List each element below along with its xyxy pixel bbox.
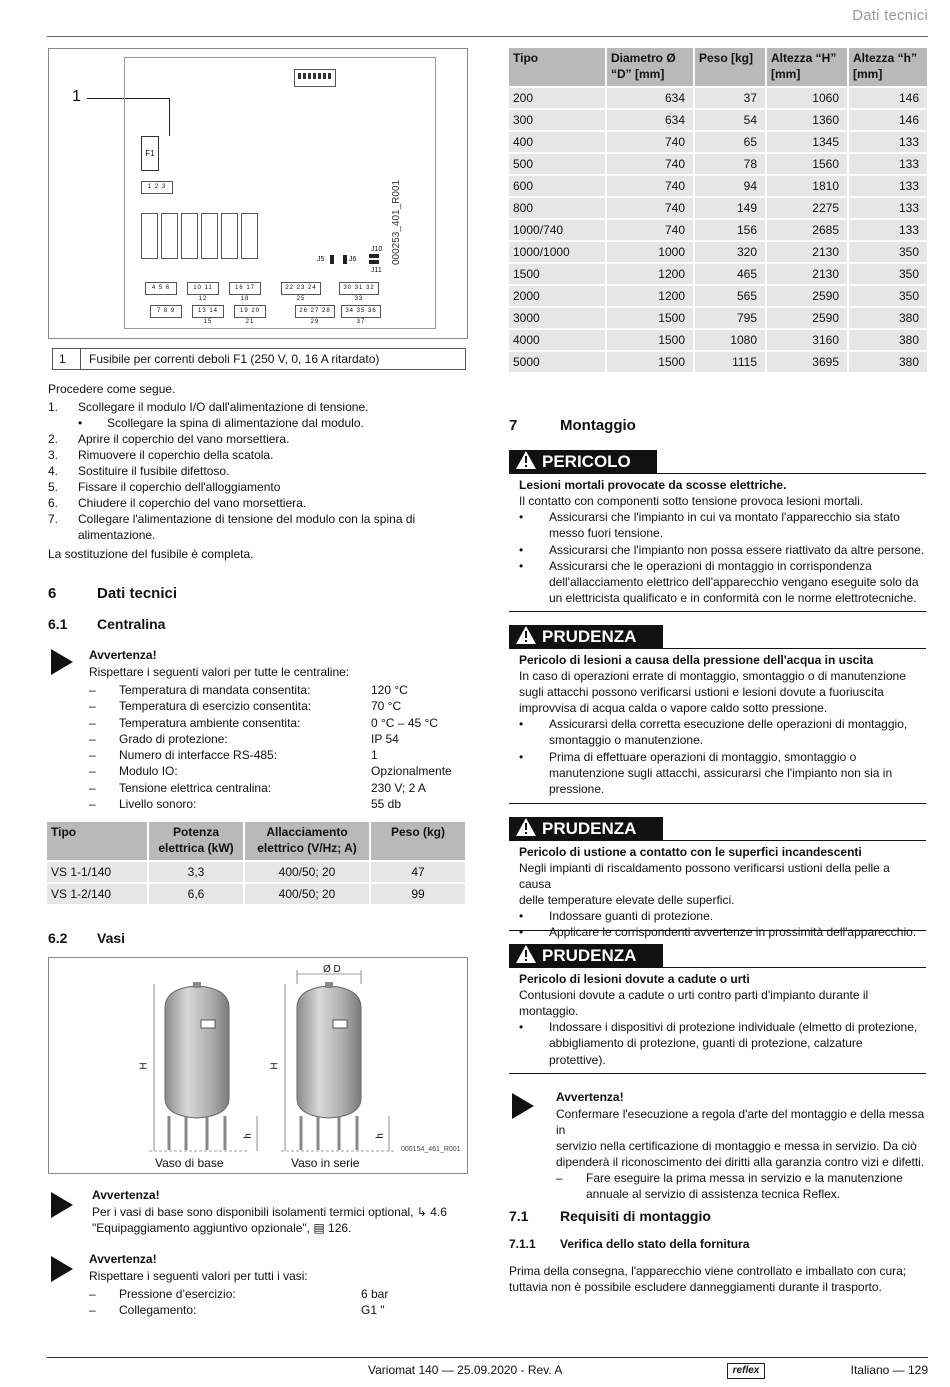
table-cell: 133 — [849, 198, 927, 218]
label-j6: J6 — [349, 256, 357, 263]
table-cell: 2590 — [767, 286, 847, 306]
step-number: 1. — [48, 400, 59, 414]
table-cell: 1345 — [767, 132, 847, 152]
warning-top-rule — [657, 648, 926, 649]
warning-top-rule — [657, 840, 926, 841]
table-row — [509, 352, 927, 372]
table-row — [509, 220, 927, 240]
table-cell: 1200 — [607, 264, 693, 284]
th-peso: Peso [kg] — [695, 48, 765, 86]
table-cell: 800 — [509, 198, 605, 218]
terminal-13-15: 13 14 15 — [192, 305, 224, 318]
table-row — [509, 242, 927, 262]
table-cell: 146 — [849, 110, 927, 130]
table-cell: 1500 — [607, 352, 693, 372]
warning-text: Il contatto con componenti sotto tensione provoca lesioni mortali. — [519, 494, 864, 508]
table-cell: 1360 — [767, 110, 847, 130]
table-cell: 2590 — [767, 308, 847, 328]
section-7-1-number: 7.1 — [509, 1208, 529, 1224]
warning-bullet: • Indossare guanti di protezione. — [519, 909, 714, 923]
terminal-34-37: 34 35 36 37 — [341, 305, 381, 318]
table-cell: 156 — [695, 220, 765, 240]
section-6-title: Dati tecnici — [97, 585, 178, 602]
table-cell: 133 — [849, 132, 927, 152]
table-cell: 1060 — [767, 88, 847, 108]
caption-series-vessel: Vaso in serie — [291, 1156, 360, 1170]
table-cell: 2685 — [767, 220, 847, 240]
table-cell: 133 — [849, 176, 927, 196]
note-arrow-icon — [51, 649, 73, 675]
section-6-2-number: 6.2 — [48, 930, 68, 946]
label-j11: J11 — [371, 267, 382, 274]
table-cell: 500 — [509, 154, 605, 174]
warning-label — [509, 817, 663, 841]
table-row: VS 1-2/140 6,6 400/50; 20 99 — [47, 884, 465, 904]
terminal-22-25: 22 23 24 25 — [281, 282, 321, 295]
table-cell: 200 — [509, 88, 605, 108]
note-arrow-icon — [51, 1192, 73, 1218]
dim-height-1: H — [138, 1062, 150, 1070]
warning-bullet: • Prima di effettuare operazioni di montaggio, smontaggio o — [519, 749, 857, 764]
table-row — [509, 308, 927, 328]
table-cell: 634 — [607, 110, 693, 130]
warning-label — [509, 625, 663, 649]
warning-bottom-rule — [509, 611, 926, 612]
table-row — [509, 132, 927, 152]
table-cell: 320 — [695, 242, 765, 262]
table-cell: 350 — [849, 286, 927, 306]
dim-height-2: H — [269, 1062, 281, 1070]
step-number: 7. — [48, 512, 59, 526]
table-cell: 380 — [849, 330, 927, 350]
terminal-30-33: 30 31 32 33 — [339, 282, 379, 295]
dip-switch — [294, 69, 336, 87]
warning-label — [509, 450, 657, 474]
warning-label — [509, 944, 663, 968]
warning-title: Pericolo di ustione a contatto con le superfici incandescenti — [519, 845, 862, 859]
table-cell: 5000 — [509, 352, 605, 372]
vessel-drawing — [49, 958, 467, 1173]
warning-title: Pericolo di lesioni dovute a cadute o urti — [519, 972, 750, 986]
th-tipo: Tipo — [47, 822, 147, 860]
table-cell: 146 — [849, 88, 927, 108]
jumper-j5 — [330, 255, 334, 264]
section-7-1-title: Requisiti di montaggio — [560, 1208, 711, 1224]
table-cell: 149 — [695, 198, 765, 218]
terminal-19-21: 19 20 21 — [234, 305, 266, 318]
procedure-steps — [48, 399, 468, 543]
table-cell: 795 — [695, 308, 765, 328]
relay-4 — [201, 213, 218, 259]
table-cell: 1200 — [607, 286, 693, 306]
table-cell: 94 — [695, 176, 765, 196]
caption-base-vessel: Vaso di base — [155, 1156, 224, 1170]
step-text: Aprire il coperchio del vano morsettiera. — [78, 432, 290, 446]
warning-bottom-rule — [509, 1073, 926, 1074]
note-arrow-icon — [51, 1256, 73, 1282]
table-cell: 465 — [695, 264, 765, 284]
section-7-number: 7 — [509, 417, 518, 434]
terminal-1-3: 1 2 3 — [141, 181, 173, 194]
vessel-table-body — [509, 88, 927, 372]
label-j10: J10 — [371, 246, 383, 253]
dim-small-h-1: h — [242, 1133, 254, 1139]
warning-bottom-rule — [509, 930, 926, 931]
th-allacciamento: Allacciamento elettrico (V/Hz; A) — [245, 822, 369, 860]
warning-triangle-icon — [515, 944, 537, 964]
table-cell: 2130 — [767, 242, 847, 262]
callout-number: 1 — [72, 88, 81, 105]
table-cell: 1500 — [607, 330, 693, 350]
relay-5 — [221, 213, 238, 259]
warning-body — [519, 971, 919, 1068]
step-bullet: • — [78, 416, 83, 430]
step-text: Chiudere il coperchio del vano morsettiera. — [78, 496, 307, 510]
step-text: alimentazione. — [78, 528, 156, 542]
jumper-j11 — [369, 260, 379, 264]
section-7-1-1-number: 7.1.1 — [509, 1237, 536, 1251]
note2-line2: "Equipaggiamento aggiuntivo opzionale", ▤ 126. — [92, 1221, 352, 1235]
note3-title: Avvertenza! — [89, 1252, 157, 1266]
table-cell: 78 — [695, 154, 765, 174]
warning-title: Lesioni mortali provocate da scosse elettriche. — [519, 478, 787, 492]
warning-triangle-icon — [515, 817, 537, 837]
table-row — [509, 88, 927, 108]
step-text: Scollegare la spina di alimentazione dal modulo. — [107, 416, 364, 430]
step-number: 5. — [48, 480, 59, 494]
step-number: 4. — [48, 464, 59, 478]
section-6-2-title: Vasi — [97, 930, 126, 946]
warning-text: Contusioni dovute a cadute o urti contro parti d'impianto durante il — [519, 988, 869, 1002]
note3-text: Rispettare i seguenti valori per tutti i vasi: — [89, 1269, 308, 1283]
relay-3 — [181, 213, 198, 259]
table-cell: 740 — [607, 176, 693, 196]
terminal-4-6: 4 5 6 — [145, 282, 177, 295]
table-cell: 1500 — [509, 264, 605, 284]
warning-label-text: PERICOLO — [542, 452, 631, 471]
warning-text: sugli attacchi possono verificarsi ustioni e lesioni dovute a fuoriuscita — [519, 685, 884, 699]
warning-bullet: manutenzione sugli attacchi, assicurarsi che l'impianto non sia in — [549, 765, 893, 780]
reflex-logo: reflex — [727, 1363, 765, 1379]
table-cell: 65 — [695, 132, 765, 152]
table-cell: 1000 — [607, 242, 693, 262]
table-cell: 3160 — [767, 330, 847, 350]
table-cell: 300 — [509, 110, 605, 130]
warning-bullet: • Indossare i dispositivi di protezione individuale (elmetto di protezione, — [519, 1020, 918, 1034]
table-cell: 133 — [849, 220, 927, 240]
section-6-number: 6 — [48, 585, 57, 602]
table-cell: 350 — [849, 242, 927, 262]
table-cell: 634 — [607, 88, 693, 108]
table-cell: 54 — [695, 110, 765, 130]
figure-ref: 000253_401_R001 — [391, 179, 402, 265]
warning-title: Pericolo di lesioni a causa della pressione dell'acqua in uscita — [519, 653, 874, 667]
warning-bullet: un elettricista qualificato e in conformità con le norme elettrotecniche. — [549, 591, 917, 606]
note2-title: Avvertenza! — [92, 1188, 160, 1202]
warning-body — [519, 844, 919, 941]
warning-bullet: • Assicurarsi che l'impianto in cui va montato l'apparecchio sia stato — [519, 510, 900, 524]
warning-bullet: abbigliamento di protezione, guanti di protezione, calzature — [549, 1036, 863, 1051]
warning-triangle-icon — [515, 625, 537, 645]
table-cell: 740 — [607, 132, 693, 152]
warning-bullet: • Assicurarsi che l'impianto non possa essere riattivato da altre persone. — [519, 542, 925, 557]
table-cell: 133 — [849, 154, 927, 174]
table-cell: 740 — [607, 220, 693, 240]
table-cell: 740 — [607, 198, 693, 218]
table-row: VS 1-1/140 3,3 400/50; 20 47 — [47, 862, 465, 882]
table-cell: 1560 — [767, 154, 847, 174]
table-row — [509, 198, 927, 218]
footer-page: Italiano — 129 — [850, 1363, 928, 1377]
note4-body: Confermare l'esecuzione a regola d'arte del montaggio e della messa in servizio nella certificazione di montaggio e messa in servizio. Da ciò dipenderà il riconoscimento dei diritti alla garanzia contro vizi e difetti. – Fare eseguire la prima messa in servizio e la manutenzione annuale al servizio di assistenza tecnica Reflex. — [556, 1107, 925, 1201]
warning-bullet: • Assicurarsi della corretta esecuzione delle operazioni di montaggio, — [519, 717, 908, 731]
note4-title: Avvertenza! — [556, 1090, 624, 1104]
section-6-1-number: 6.1 — [48, 616, 68, 632]
fuse-f1: F1 — [141, 136, 159, 171]
warning-top-rule — [651, 473, 926, 474]
footer-rule — [47, 1357, 928, 1358]
header-rule — [47, 36, 928, 37]
warning-bullet: dell'allacciamento elettrico dell'apparecchio vengano eseguite solo da — [549, 575, 919, 590]
table-row — [509, 286, 927, 306]
table-cell: 380 — [849, 352, 927, 372]
step-text: Scollegare il modulo I/O dall'alimentazione di tensione. — [78, 400, 369, 414]
vessel-table — [507, 46, 929, 374]
spec-list: – Temperatura di mandata consentita: 120 °C – Temperatura di esercizio consentita: 70 °C – Temperatura ambiente consentita: 0 °C – 45 °C – Grado di protezione: IP 54 – Numero di interfacce RS-485: 1 – Modulo IO: Opzionalmente – Tensione elettrica centralina: 230 V; 2 A – Livello sonoro: 55 db — [89, 683, 452, 812]
legend-text: Fusibile per correnti deboli F1 (250 V, 0, 16 A ritardato) — [89, 352, 380, 366]
warning-text: montaggio. — [519, 1004, 579, 1018]
table-cell: 380 — [849, 308, 927, 328]
warning-bullet: pressione. — [549, 782, 605, 797]
procedure-done: La sostituzione del fusibile è completa. — [48, 547, 254, 561]
pcb-figure — [48, 48, 468, 339]
vessel-spec-list: – Pressione d’esercizio: 6 bar – Collegamento: G1 " — [89, 1287, 389, 1317]
table-cell: 1000/740 — [509, 220, 605, 240]
warning-text: Negli impianti di riscaldamento possono verificarsi ustioni della pelle a causa — [519, 861, 890, 891]
th-tipo: Tipo — [509, 48, 605, 86]
note2-line1: Per i vasi di base sono disponibili isolamenti termici optional, ↳ 4.6 — [92, 1205, 447, 1219]
table-cell: 400 — [509, 132, 605, 152]
warning-bullet: messo fuori tensione. — [549, 526, 664, 541]
th-potenza: Potenza elettrica (kW) — [149, 822, 243, 860]
th-diametro: Diametro Ø “D” [mm] — [607, 48, 693, 86]
vessel-figure — [48, 957, 468, 1174]
table-cell: 740 — [607, 154, 693, 174]
table-cell: 600 — [509, 176, 605, 196]
warning-body — [519, 477, 925, 607]
final-text: Prima della consegna, l'apparecchio viene controllato e imballato con cura; tuttavia non è possibile escludere danneggiamenti durante il trasporto. — [509, 1264, 907, 1294]
table-cell: 1000/1000 — [509, 242, 605, 262]
terminal-10-12: 10 11 12 — [187, 282, 219, 295]
figure2-ref: 000154_461_R001 — [401, 1146, 461, 1153]
table-row — [509, 154, 927, 174]
note-arrow-icon — [512, 1093, 534, 1119]
warning-label-text: PRUDENZA — [542, 819, 637, 838]
table-cell: 2130 — [767, 264, 847, 284]
warning-body — [519, 652, 919, 797]
warning-bottom-rule — [509, 803, 926, 804]
section-6-1-title: Centralina — [97, 616, 166, 632]
step-number: 2. — [48, 432, 59, 446]
warning-label-text: PRUDENZA — [542, 946, 637, 965]
th-altezza-h: Altezza “h” [mm] — [849, 48, 927, 86]
jumper-j10 — [369, 254, 379, 258]
warning-bullet: protettive). — [549, 1052, 606, 1067]
table-cell: 1115 — [695, 352, 765, 372]
warning-bullet: • Assicurarsi che le operazioni di montaggio in corrispondenza — [519, 558, 872, 573]
step-text: Collegare l'alimentazione di tensione del modulo con la spina di — [78, 512, 416, 526]
note1-text: Rispettare i seguenti valori per tutte le centraline: — [89, 665, 350, 679]
table-cell: 350 — [849, 264, 927, 284]
step-text: Rimuovere il coperchio della scatola. — [78, 448, 274, 462]
figure-legend — [52, 348, 466, 370]
table-cell: 37 — [695, 88, 765, 108]
warning-triangle-icon — [515, 450, 537, 470]
label-j5: J5 — [317, 256, 325, 263]
table-cell: 1500 — [607, 308, 693, 328]
terminal-26-29: 26 27 28 29 — [295, 305, 335, 318]
warning-text: improvvisa di acqua calda o vapore caldo sotto pressione. — [519, 701, 828, 715]
legend-number: 1 — [53, 349, 81, 369]
step-text: Sostituire il fusibile difettoso. — [78, 464, 230, 478]
table-cell: 4000 — [509, 330, 605, 350]
dim-diameter: Ø D — [323, 964, 341, 975]
table-row — [509, 176, 927, 196]
warning-bullet: smontaggio o manutenzione. — [549, 733, 704, 748]
relay-1 — [141, 213, 158, 259]
table-row — [509, 264, 927, 284]
warning-label-text: PRUDENZA — [542, 627, 637, 646]
warning-text: In caso di operazioni errate di montaggio, smontaggio o di manutenzione — [519, 669, 906, 683]
relay-6 — [241, 213, 258, 259]
terminal-7-9: 7 8 9 — [150, 305, 182, 318]
step-number: 3. — [48, 448, 59, 462]
table-cell: 2275 — [767, 198, 847, 218]
table-cell: 2000 — [509, 286, 605, 306]
warning-text: delle temperature elevate delle superfici. — [519, 893, 735, 907]
th-peso: Peso (kg) — [371, 822, 465, 860]
controller-table — [45, 820, 467, 906]
table-cell: 1080 — [695, 330, 765, 350]
table-cell: 3000 — [509, 308, 605, 328]
header-title: Dati tecnici — [852, 7, 928, 24]
warning-bullet: • Applicare le corrispondenti avvertenze in prossimità dell'apparecchio. — [519, 925, 917, 940]
terminal-16-18: 16 17 18 — [229, 282, 261, 295]
note1-title: Avvertenza! — [89, 648, 157, 662]
step-text: Fissare il coperchio dell'alloggiamento — [78, 480, 281, 494]
step-number: 6. — [48, 496, 59, 510]
th-altezza-H: Altezza “H” [mm] — [767, 48, 847, 86]
table-row — [509, 330, 927, 350]
section-7-title: Montaggio — [560, 417, 636, 434]
footer-doc: Variomat 140 — 25.09.2020 - Rev. A — [368, 1363, 563, 1377]
procedure-intro: Procedere come segue. — [48, 382, 176, 396]
relay-2 — [161, 213, 178, 259]
table-cell: 3695 — [767, 352, 847, 372]
dim-small-h-2: h — [374, 1133, 386, 1139]
jumper-j6 — [343, 255, 347, 264]
section-7-1-1-title: Verifica dello stato della fornitura — [560, 1237, 750, 1251]
warning-top-rule — [657, 967, 926, 968]
table-cell: 1810 — [767, 176, 847, 196]
table-row — [509, 110, 927, 130]
table-cell: 565 — [695, 286, 765, 306]
